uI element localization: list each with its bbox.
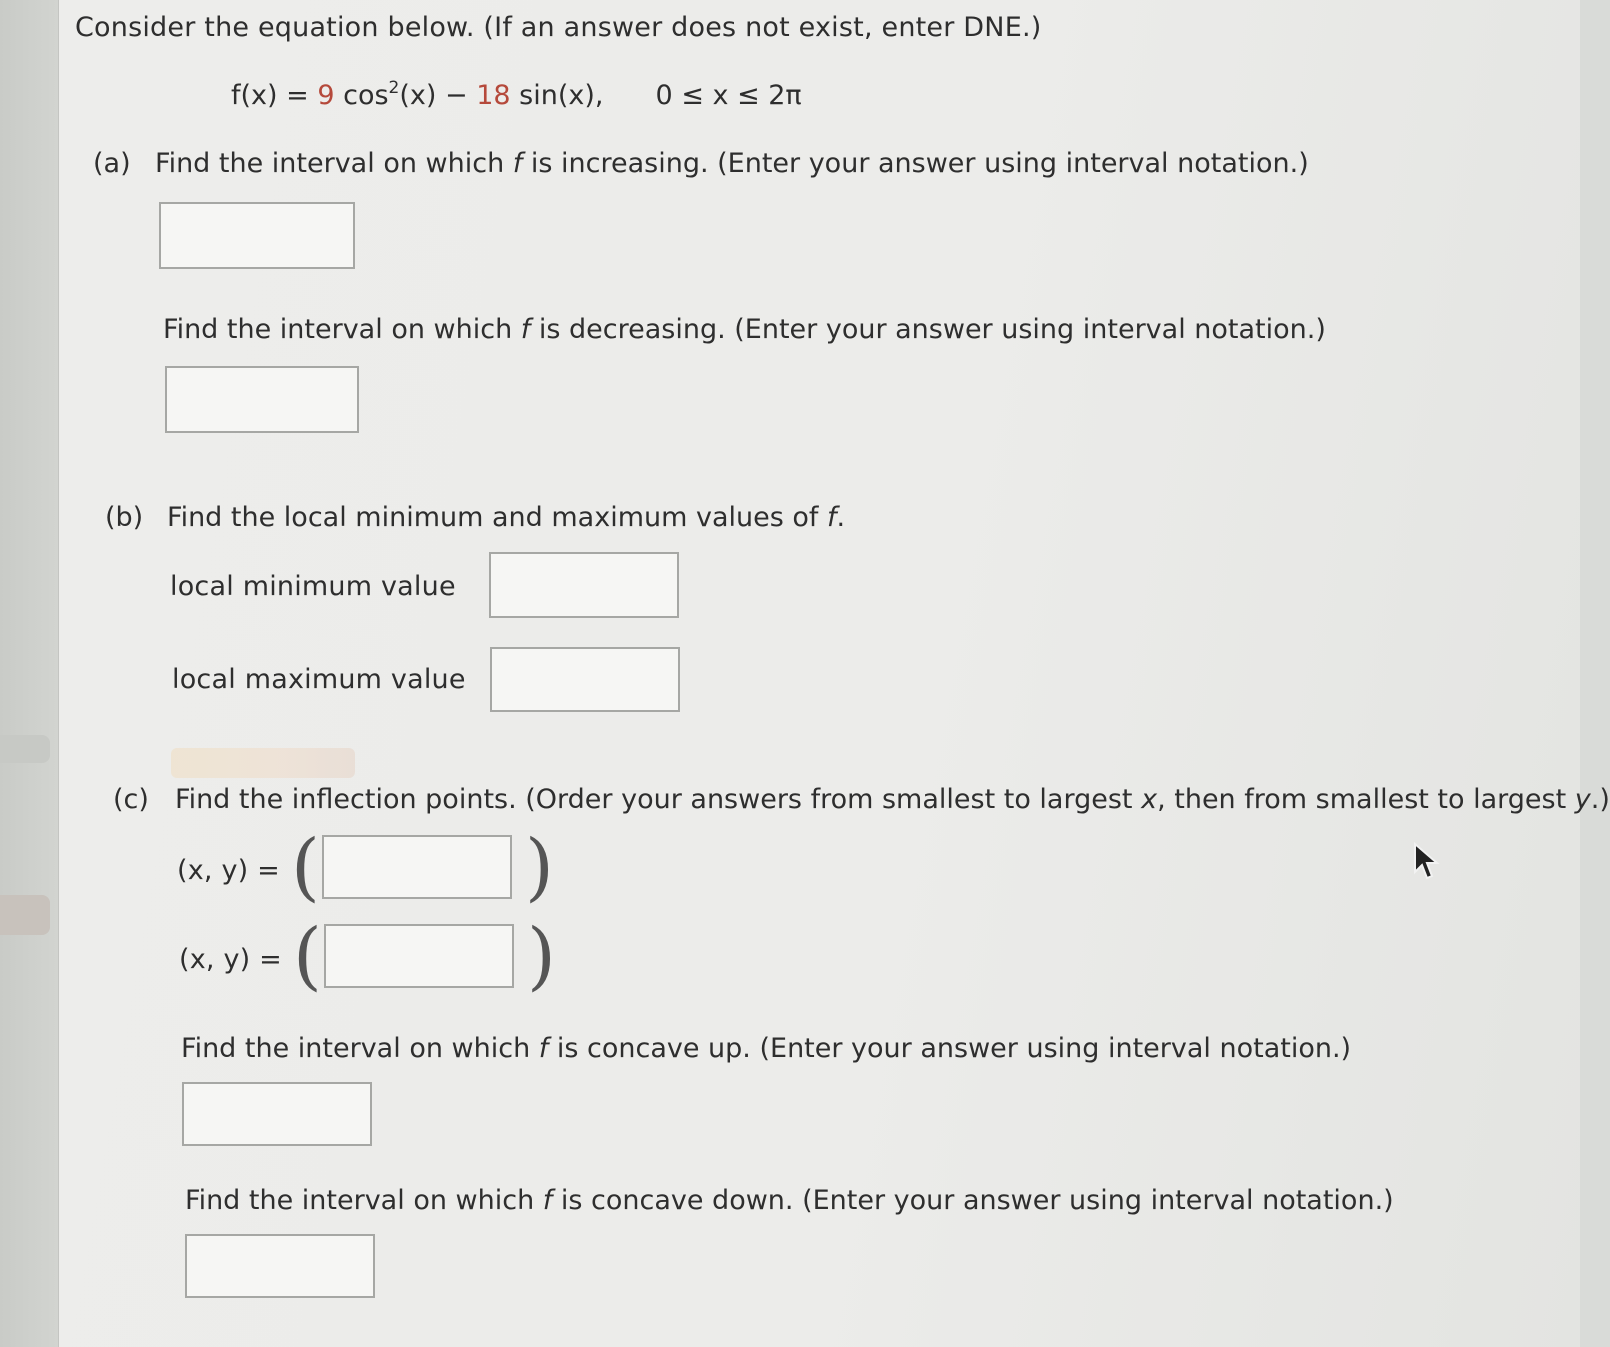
question-instructions: Consider the equation below. (If an answer does not exist, enter DNE.) — [75, 12, 1042, 43]
part-b-prompt — [105, 502, 845, 533]
function-equation — [231, 78, 802, 111]
part-a-label: (a) — [93, 148, 131, 179]
prompt-text: Find the interval on which — [163, 314, 521, 345]
background-strip — [0, 0, 58, 1347]
open-paren: ( — [293, 913, 322, 999]
prompt-text: is concave up. (Enter your answer using interval notation.) — [548, 1033, 1352, 1064]
equation-sin: sin(x), — [510, 80, 604, 111]
concave-down-prompt — [185, 1185, 1394, 1216]
function-symbol: f — [512, 148, 523, 179]
prompt-text: is concave down. (Enter your answer using interval notation.) — [552, 1185, 1394, 1216]
concave-up-input[interactable] — [182, 1082, 372, 1146]
equation-coefficient-1: 9 — [317, 80, 335, 111]
prompt-text: Find the interval on which — [181, 1033, 539, 1064]
decreasing-interval-input[interactable] — [165, 366, 359, 433]
function-symbol: f — [538, 1033, 549, 1064]
variable-y: y — [1574, 784, 1591, 815]
equation-coefficient-2: 18 — [476, 80, 511, 111]
variable-x: x — [1141, 784, 1158, 815]
part-a-decreasing-prompt — [163, 314, 1326, 345]
prompt-text: .) — [1590, 784, 1610, 815]
prompt-text: is decreasing. (Enter your answer using interval notation.) — [530, 314, 1326, 345]
equation-cos: cos — [334, 80, 389, 111]
faded-overlay — [171, 748, 355, 778]
question-page — [58, 0, 1610, 1347]
part-c-prompt — [113, 784, 1610, 815]
background-blob — [0, 735, 50, 763]
local-min-input[interactable] — [489, 552, 679, 618]
close-paren: ) — [527, 913, 556, 999]
concave-up-prompt — [181, 1033, 1351, 1064]
prompt-text: . — [836, 502, 846, 533]
close-paren: ) — [525, 824, 554, 910]
inflection-point-2-input[interactable] — [324, 924, 514, 988]
inflection-point-1-input[interactable] — [322, 835, 512, 899]
equation-lhs: f(x) = — [231, 80, 318, 111]
inflection-point-1-label: (x, y) = — [177, 855, 280, 886]
background-blob — [0, 895, 50, 935]
prompt-text: Find the local minimum and maximum values of — [167, 502, 828, 533]
prompt-text: Find the interval on which — [155, 148, 513, 179]
prompt-text: Find the interval on which — [185, 1185, 543, 1216]
equation-domain: 0 ≤ x ≤ 2π — [655, 80, 802, 111]
prompt-text: is increasing. (Enter your answer using interval notation.) — [522, 148, 1309, 179]
part-a-increasing-prompt — [93, 148, 1309, 179]
local-max-label: local maximum value — [172, 664, 466, 695]
local-max-input[interactable] — [490, 647, 680, 712]
increasing-interval-input[interactable] — [159, 202, 355, 269]
prompt-text: , then from smallest to largest — [1157, 784, 1575, 815]
equation-arg: (x) − — [399, 80, 477, 111]
part-c-label: (c) — [113, 784, 149, 815]
local-min-label: local minimum value — [170, 571, 456, 602]
concave-down-input[interactable] — [185, 1234, 375, 1298]
function-symbol: f — [520, 314, 531, 345]
function-symbol: f — [827, 502, 837, 533]
part-b-label: (b) — [105, 502, 144, 533]
equation-exponent: 2 — [388, 78, 400, 98]
prompt-text: Find the inflection points. (Order your answers from smallest to largest — [175, 784, 1142, 815]
function-symbol: f — [542, 1185, 553, 1216]
open-paren: ( — [291, 824, 320, 910]
mouse-cursor-icon — [1413, 842, 1441, 882]
inflection-point-2-label: (x, y) = — [179, 944, 282, 975]
